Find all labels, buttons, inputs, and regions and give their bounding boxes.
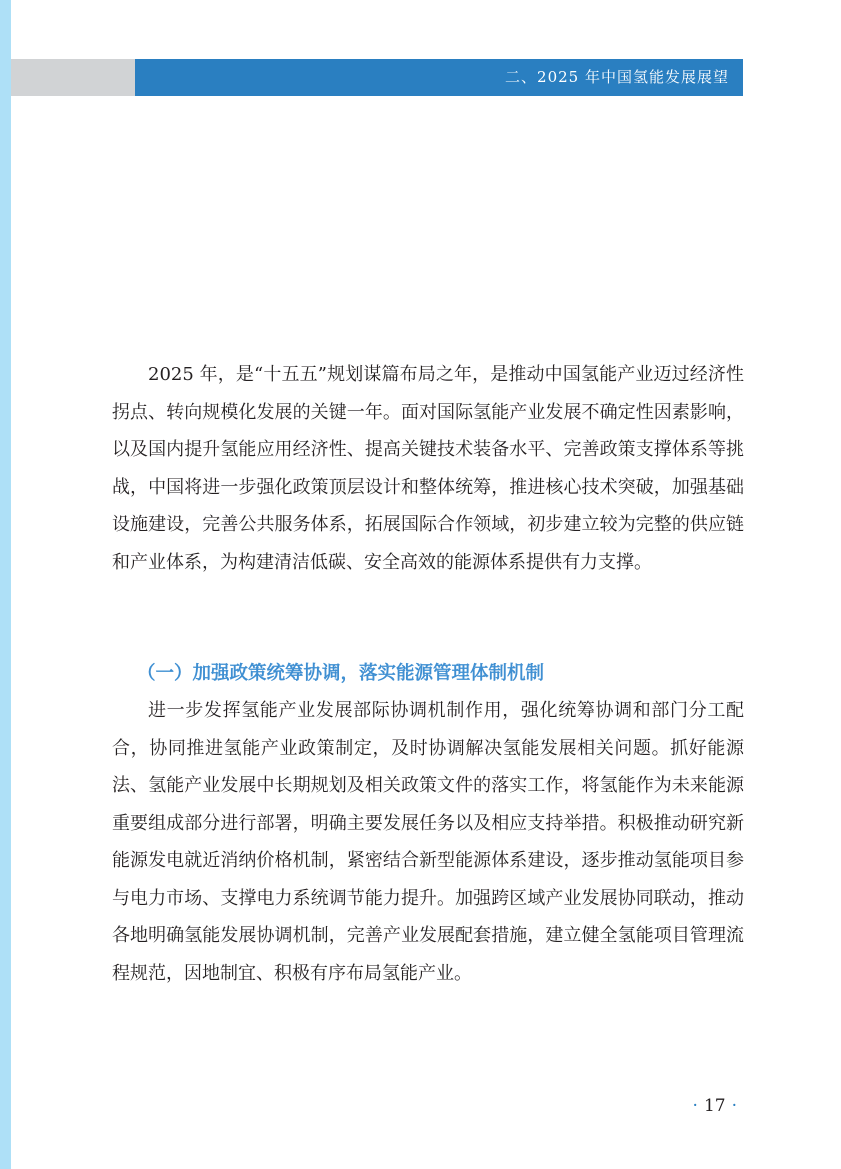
page-number-dot-right: · <box>731 1096 737 1116</box>
section-heading: （一）加强政策统筹协调，落实能源管理体制机制 <box>137 663 545 684</box>
section-paragraph: 进一步发挥氢能产业发展部际协调机制作用，强化统筹协调和部门分工配合，协同推进氢能产业政策制定，及时协调解决氢能发展相关问题。抓好能源法、氢能产业发展中长期规划及相关政策文件的落实工作，将氢能作为未来能源重要组成部分进行部署，明确主要发展任务以及相应支持举措。积极推动研究新能源发电就近消纳价格机制，紧密结合新型能源体系建设，逐步推动氢能项目参与电力市场、支撑电力系统调节能力提升。加强跨区域产业发展协同联动，推动各地明确氢能发展协调机制，完善产业发展配套措施，建立健全氢能项目管理流程规范，因地制宜、积极有序布局氢能产业。 <box>112 700 744 984</box>
running-header-bar <box>135 59 743 96</box>
page-number-dot-left: · <box>692 1096 698 1116</box>
page-number: 17 <box>703 1096 726 1116</box>
page-number-footer <box>687 1094 743 1118</box>
intro-paragraph: 2025 年，是“十五五”规划谋篇布局之年，是推动中国氢能产业迈过经济性拐点、转向规模化发展的关键一年。面对国际氢能产业发展不确定性因素影响，以及国内提升氢能应用经济性、提高关键技术装备水平、完善政策支撑体系等挑战，中国将进一步强化政策顶层设计和整体统筹，推进核心技术突破，加强基础设施建设，完善公共服务体系，拓展国际合作领域，初步建立较为完整的供应链和产业体系，为构建清洁低碳、安全高效的能源体系提供有力支撑。 <box>112 364 744 573</box>
header-gray-block <box>11 59 135 96</box>
left-margin-strip <box>0 0 11 1169</box>
running-header-title: 二、2025 年中国氢能发展展望 <box>505 68 729 86</box>
